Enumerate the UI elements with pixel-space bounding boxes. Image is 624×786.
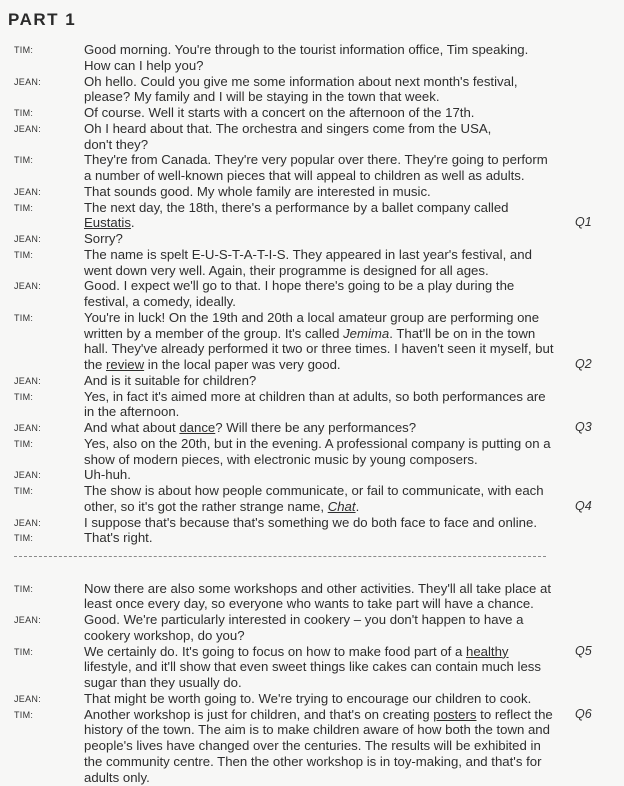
dialogue-line: please? My family and I will be staying in the town that week. — [84, 89, 440, 105]
transcript-row — [0, 104, 624, 121]
transcript-row — [0, 309, 624, 326]
dialogue-line: We certainly do. It's going to focus on how to make food part of a healthy — [84, 643, 509, 659]
transcript-row — [0, 167, 624, 184]
dialogue-line: history of the town. The aim is to make children aware of how both the town and — [84, 722, 550, 738]
dialogue-line: That's right. — [84, 530, 153, 546]
section-divider — [14, 556, 546, 557]
transcript-row — [0, 325, 624, 342]
transcript-row — [0, 88, 624, 105]
transcript-row — [0, 419, 624, 436]
transcript-row — [0, 151, 624, 168]
speaker-label: TIM: — [14, 646, 34, 657]
answer-word: healthy — [466, 643, 509, 659]
dialogue-line: Yes, also on the 20th, but in the evening. A professional company is putting on a — [84, 435, 551, 451]
speaker-label: TIM: — [14, 486, 34, 496]
dialogue-line: Good. We're particularly interested in cookery – you don't happen to have a — [84, 612, 524, 627]
transcript-row — [0, 451, 624, 468]
dialogue-line: That sounds good. My whole family are interested in music. — [84, 183, 431, 199]
speaker-label: JEAN: — [14, 423, 42, 433]
dialogue-line: And what about dance? Will there be any performances? — [84, 420, 417, 435]
transcript-row — [0, 643, 624, 660]
transcript-row — [0, 199, 624, 216]
dialogue-line: That might be worth going to. We're trying to encourage our children to cook. — [84, 690, 532, 706]
title-word: Jemima — [343, 325, 390, 341]
transcript-row — [0, 277, 624, 294]
speaker-label: JEAN: — [14, 234, 42, 244]
transcript-row — [0, 372, 624, 389]
dialogue-line: You're in luck! On the 19th and 20th a local amateur group are performing one — [84, 309, 540, 325]
speaker-label: JEAN: — [14, 186, 42, 197]
dialogue-line: hall. They've already performed it two or three times. I haven't seen it myself, but — [84, 341, 554, 357]
transcript-row — [0, 183, 624, 200]
speaker-label: TIM: — [14, 709, 34, 720]
transcript-row — [0, 627, 624, 644]
dialogue-line: Another workshop is just for children, and that's on creating posters to reflect the — [84, 706, 553, 722]
answer-word: Chat — [327, 498, 356, 514]
dialogue-line: Of course. Well it starts with a concert on the afternoon of the 17th. — [84, 105, 475, 120]
speaker-label: TIM: — [14, 45, 34, 55]
answer-word: Eustatis — [84, 215, 131, 231]
speaker-label: TIM: — [14, 202, 34, 213]
dialogue-line: The next day, the 18th, there's a performance by a ballet company called — [84, 199, 509, 215]
transcript-row — [0, 136, 624, 153]
transcript-row — [0, 706, 624, 723]
dialogue-line: least once every day, so everyone who wants to take part will have a chance. — [84, 596, 534, 612]
transcript-row — [0, 340, 624, 357]
dialogue-line: in the afternoon. — [84, 404, 180, 420]
speaker-label: TIM: — [14, 533, 34, 544]
speaker-label: TIM: — [14, 391, 34, 402]
dialogue-line: lifestyle, and it'll show that even sweet things like cakes can contain much less — [84, 659, 541, 675]
answer-word: posters — [433, 706, 477, 722]
speaker-label: JEAN: — [14, 375, 42, 386]
dialogue-line: They're from Canada. They're very popular over there. They're going to perform — [84, 152, 548, 168]
dialogue-line: Sorry? — [84, 231, 123, 246]
speaker-label: JEAN: — [14, 281, 42, 292]
dialogue-line: I suppose that's because that's something we do both face to face and online. — [84, 514, 537, 530]
transcript-row — [0, 230, 624, 247]
transcript-row — [0, 658, 624, 675]
dialogue-line: Good morning. You're through to the tourist information office, Tim speaking. — [84, 42, 529, 57]
speaker-label: JEAN: — [14, 123, 42, 134]
transcript-row — [0, 529, 624, 546]
transcript-row — [0, 403, 624, 420]
part-title: PART 1 — [8, 10, 77, 29]
dialogue-line: Yes, in fact it's aimed more at children than at adults, so both performances are — [84, 388, 546, 404]
transcript-row — [0, 753, 624, 770]
transcript-row — [0, 356, 624, 373]
dialogue-line: other, so it's got the rather strange name, Chat. — [84, 498, 360, 514]
transcript-row — [0, 73, 624, 90]
transcript-row — [0, 498, 624, 515]
question-marker: Q5 — [575, 643, 592, 658]
transcript-row — [0, 435, 624, 452]
speaker-label: TIM: — [14, 583, 34, 594]
transcript-row — [0, 262, 624, 279]
transcript-row — [0, 611, 624, 628]
speaker-label: TIM: — [14, 312, 34, 323]
dialogue-line: How can I help you? — [84, 57, 204, 73]
dialogue-line: Good. I expect we'll go to that. I hope there's going to be a play during the — [84, 278, 515, 294]
transcript-row — [0, 41, 624, 58]
speaker-label: TIM: — [14, 249, 34, 260]
dialogue-line: Now there are also some workshops and other activities. They'll all take place at — [84, 580, 551, 596]
question-marker: Q4 — [575, 498, 592, 513]
answer-word: dance — [179, 420, 216, 435]
speaker-label: JEAN: — [14, 615, 42, 625]
transcript-row — [0, 57, 624, 74]
transcript-row — [0, 737, 624, 754]
speaker-label: TIM: — [14, 438, 34, 449]
dialogue-line: went down very well. Again, their programme is designed for all ages. — [84, 262, 489, 278]
transcript-row — [0, 721, 624, 738]
dialogue-line: Oh hello. Could you give me some information about next month's festival, — [84, 73, 518, 89]
question-marker: Q3 — [575, 420, 592, 434]
dialogue-line: Uh-huh. — [84, 467, 131, 483]
dialogue-line: Oh I heard about that. The orchestra and singers come from the USA, — [84, 120, 492, 136]
question-marker: Q1 — [575, 215, 592, 230]
dialogue-line: show of modern pieces, with electronic music by young composers. — [84, 451, 478, 467]
transcript-row — [0, 595, 624, 612]
dialogue-line: people's lives have changed over the centuries. The results will be exhibited in — [84, 738, 541, 753]
transcript-row — [0, 246, 624, 263]
speaker-label: TIM: — [14, 108, 34, 118]
transcript-row — [0, 482, 624, 499]
dialogue-line: cookery workshop, do you? — [84, 627, 245, 643]
dialogue-line: written by a member of the group. It's called Jemima. That'll be on in the town — [84, 325, 536, 341]
speaker-label: JEAN: — [14, 76, 42, 87]
question-marker: Q2 — [575, 357, 592, 371]
dialogue-line: Eustatis. — [84, 215, 135, 231]
dialogue-line: The show is about how people communicate, or fail to communicate, with each — [84, 483, 544, 498]
speaker-label: JEAN: — [14, 693, 42, 704]
question-marker: Q6 — [575, 706, 592, 721]
transcript-row — [0, 769, 624, 786]
transcript-row — [0, 514, 624, 531]
transcript-row — [0, 674, 624, 691]
dialogue-line: adults only. — [84, 769, 150, 785]
dialogue-line: the community centre. Then the other workshop is in toy-making, and that's for — [84, 753, 542, 769]
transcript-row — [0, 293, 624, 310]
transcript-row — [0, 120, 624, 137]
transcript-row — [0, 214, 624, 231]
answer-word: review — [106, 357, 145, 372]
speaker-label: TIM: — [14, 155, 34, 166]
dialogue-line: festival, a comedy, ideally. — [84, 294, 236, 309]
dialogue-line: The name is spelt E-U-S-T-A-T-I-S. They appeared in last year's festival, and — [84, 246, 532, 262]
dialogue-line: And is it suitable for children? — [84, 372, 257, 388]
transcript-row — [0, 690, 624, 707]
dialogue-line: a number of well-known pieces that will appeal to children as well as adults. — [84, 168, 525, 183]
transcript-row — [0, 466, 624, 483]
dialogue-line: don't they? — [84, 136, 149, 152]
transcript-row — [0, 580, 624, 597]
dialogue-line: sugar than they usually do. — [84, 675, 242, 690]
speaker-label: JEAN: — [14, 470, 42, 481]
speaker-label: JEAN: — [14, 517, 42, 528]
transcript-row — [0, 388, 624, 405]
dialogue-line: the review in the local paper was very good. — [84, 357, 341, 372]
